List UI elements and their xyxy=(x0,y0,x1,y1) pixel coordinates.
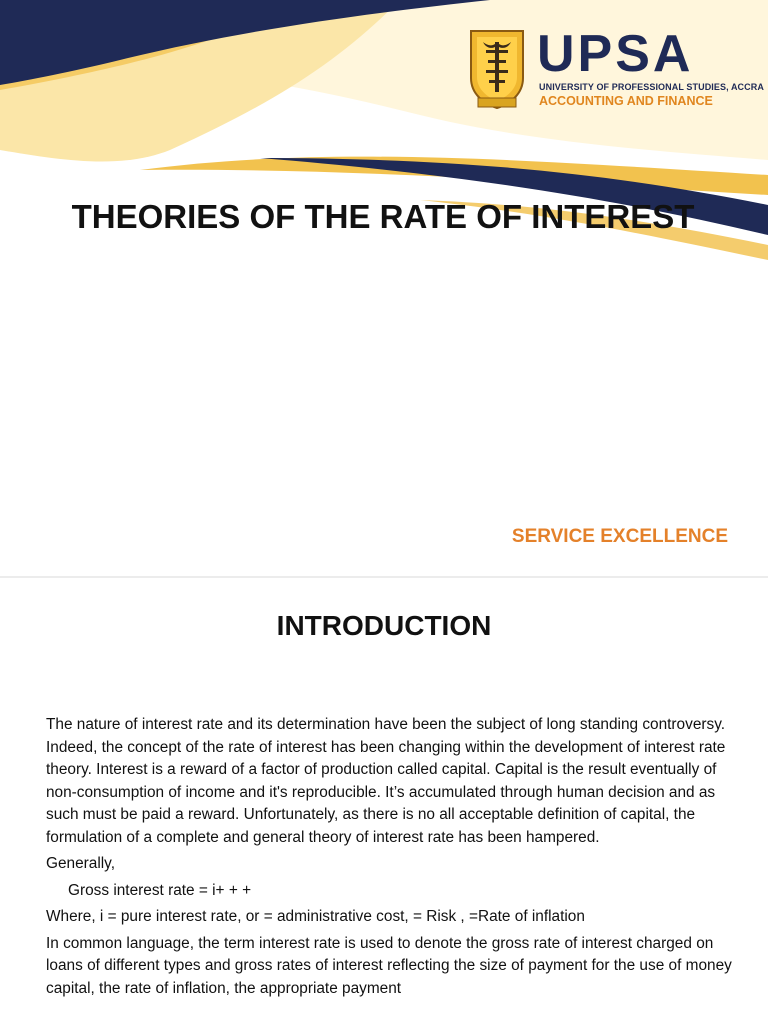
upsa-crest-icon xyxy=(468,28,526,110)
formula-line: Gross interest rate = i+ + + xyxy=(68,881,252,899)
introduction-heading: INTRODUCTION xyxy=(276,610,492,641)
paragraph: In common language, the term interest rate is used to denote the gross rate of interest charged on loans of different types and gross rates of interest reflecting the size of payment for the use of money capital, the rate of inflation, the appropriate payment xyxy=(46,934,732,997)
upsa-wordmark: UPSA xyxy=(537,25,694,83)
tagline: SERVICE EXCELLENCE xyxy=(511,526,728,547)
slide-title: THEORIES OF THE RATE OF INTEREST xyxy=(71,198,695,235)
paragraph: Where, i = pure interest rate, or = administrative cost, = Risk , =Rate of inflation xyxy=(46,908,585,925)
introduction-body xyxy=(46,714,736,1004)
paragraph: Generally, xyxy=(46,855,116,872)
department-name: ACCOUNTING AND FINANCE xyxy=(539,94,713,108)
university-name: UNIVERSITY OF PROFESSIONAL STUDIES, ACCRA xyxy=(539,82,764,92)
paragraph: The nature of interest rate and its determination have been the subject of long standing controversy. Indeed, the concept of the rate of interest has been changing within the development of interest rate theory. Interest is a reward of a factor of production called capital. Capital is the result eventually of non-consumption of income and it's reproducible. It’s accumulated through human decision and as such must be paid a reward. Unfortunately, as there is no all acceptable definition of capital, the formulation of a complete and general theory of interest rate has been hampered. xyxy=(46,716,726,846)
introduction-slide xyxy=(0,578,768,1024)
